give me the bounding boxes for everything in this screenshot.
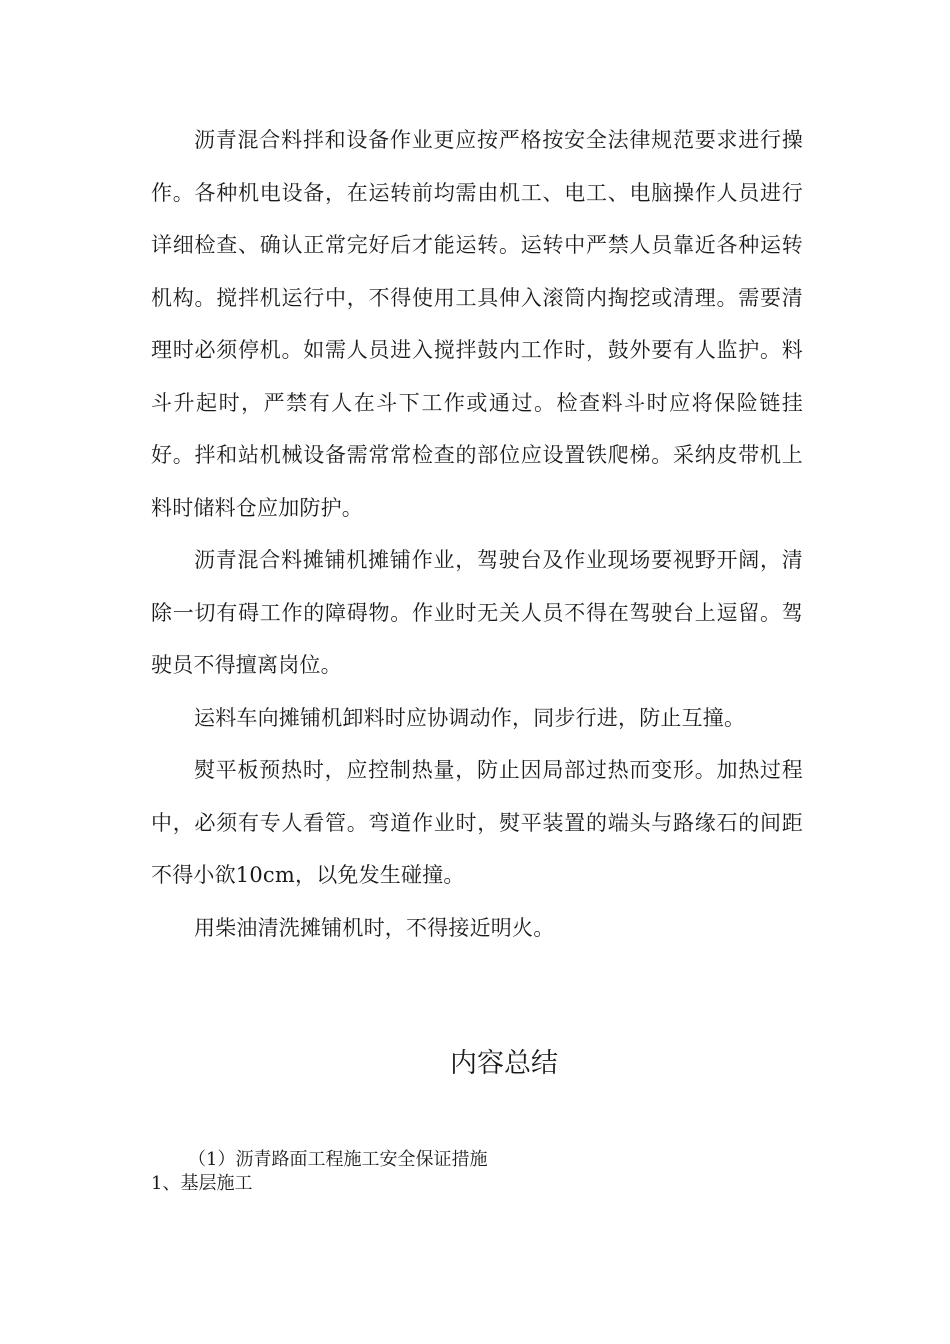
summary-line-2: 1、基层施工 bbox=[151, 1173, 253, 1194]
paragraph-paver-operation: 沥青混合料摊铺机摊铺作业，驾驶台及作业现场要视野开阔，清除一切有碍工作的障碍物。作业时无关人员不得在驾驶台上逗留。驾驶员不得擅离岗位。 bbox=[151, 548, 803, 677]
summary-line-1: （1）沥青路面工程施工安全保证措施 bbox=[188, 1149, 488, 1170]
paragraph-diesel-cleaning: 用柴油清洗摊铺机时，不得接近明火。 bbox=[194, 915, 555, 940]
paragraph-screed-preheat: 熨平板预热时，应控制热量，防止因局部过热而变形。加热过程中，必须有专人看管。弯道作业时，熨平装置的端头与路缘石的间距不得小欲10cm，以免发生碰撞。 bbox=[151, 758, 803, 887]
summary-title: 内容总结 bbox=[450, 1048, 558, 1079]
body-text bbox=[151, 114, 803, 954]
paragraph-mixing-equipment: 沥青混合料拌和设备作业更应按严格按安全法律规范要求进行操作。各种机电设备，在运转前均需由机工、电工、电脑操作人员进行详细检查、确认正常完好后才能运转。运转中严禁人员靠近各种运转机构。搅拌机运行中，不得使用工具伸入滚筒内掏挖或清理。需要清理时必须停机。如需人员进入搅拌鼓内工作时，鼓外要有人监护。料斗升起时，严禁有人在斗下工作或通过。检查料斗时应将保险链挂好。拌和站机械设备需常常检查的部位应设置铁爬梯。采纳皮带机上料时储料仓应加防护。 bbox=[151, 128, 803, 520]
paragraph-truck-unloading: 运料车向摊铺机卸料时应协调动作，同步行进，防止互撞。 bbox=[194, 705, 746, 730]
